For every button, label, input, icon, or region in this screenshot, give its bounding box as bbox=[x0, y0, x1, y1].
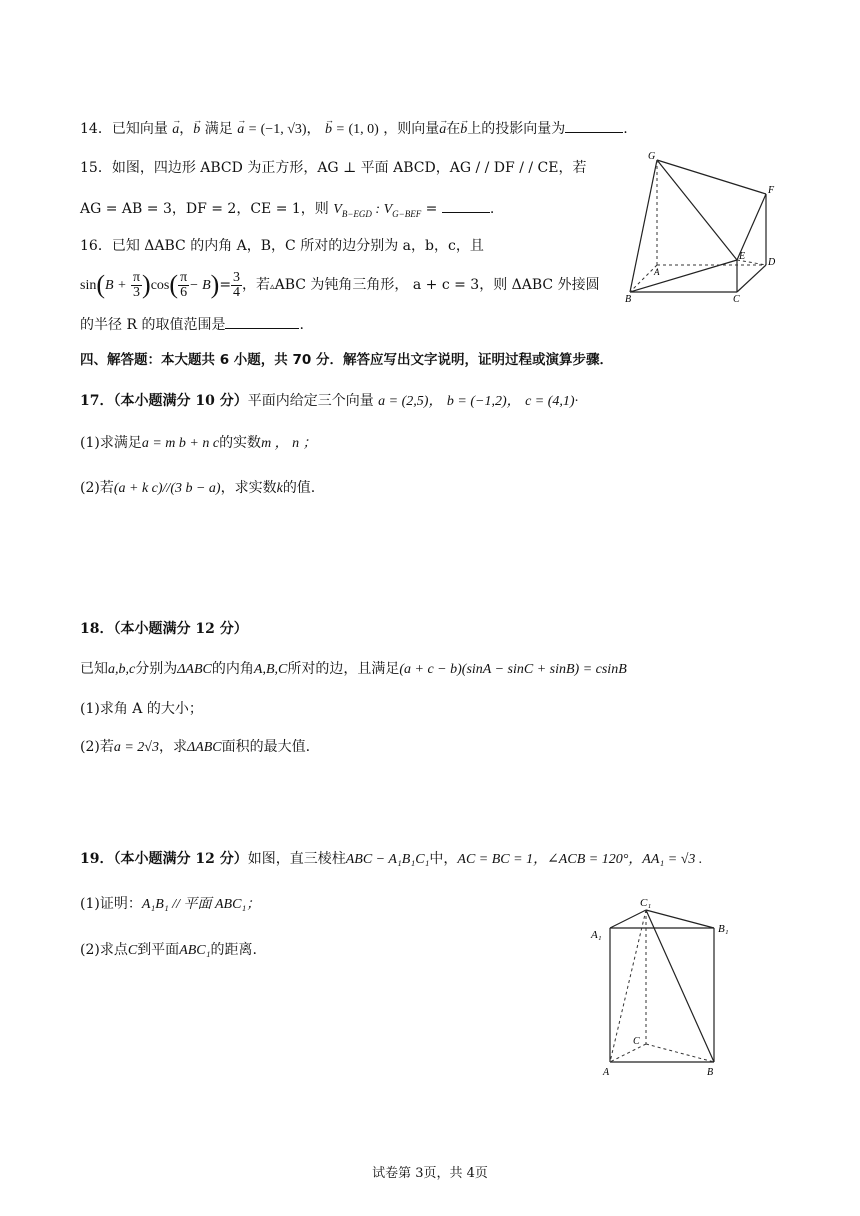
figure-15-pyramid bbox=[620, 148, 780, 308]
vector-a-def: a = (2,5)， bbox=[378, 394, 443, 409]
question-15-line-1 bbox=[80, 158, 586, 178]
question-18-part-2 bbox=[80, 737, 310, 758]
q19-intro3: 中， bbox=[429, 851, 458, 867]
q17-p2c: k bbox=[276, 481, 283, 496]
label-b1: B₁ bbox=[718, 923, 729, 935]
small-triangle: ▵ bbox=[270, 282, 275, 292]
q16-text-3: 的半径 R 的取值范围是 bbox=[80, 317, 226, 333]
q19-p1a: (1)证明： bbox=[80, 896, 142, 912]
question-18-part-1: (1)求角 A 的大小； bbox=[80, 701, 203, 717]
q18-g: 所对的边，且满足 bbox=[287, 661, 400, 677]
q16-text-g: a + c = 3，则 ΔABC 外接圆 bbox=[412, 277, 600, 293]
q19-p1b: A₁B₁ // 平面 ABC₁； bbox=[141, 897, 261, 912]
frac-num: π bbox=[180, 269, 188, 285]
question-18-header: 18．（本小题满分 12 分） bbox=[80, 621, 248, 637]
question-16-line-3: 的半径 R 的取值范围是 . bbox=[80, 314, 304, 335]
label-e: E bbox=[739, 251, 746, 262]
fraction-pi-6 bbox=[178, 271, 189, 300]
q17-p1c: m ， n ； bbox=[261, 436, 317, 451]
label-f: F bbox=[768, 185, 775, 196]
answer-blank[interactable] bbox=[442, 198, 490, 213]
edge-ge bbox=[657, 160, 737, 260]
figure-19-prism bbox=[586, 892, 736, 1082]
q18-p2a: (2)若 bbox=[80, 739, 114, 755]
fraction-pi-3 bbox=[131, 271, 142, 300]
q19-intro1: 如图，直三棱柱 bbox=[247, 851, 346, 867]
q15-eq: = bbox=[421, 201, 438, 217]
edge-cb-hidden bbox=[646, 1044, 714, 1062]
q14-text-2: 满足 bbox=[204, 121, 233, 137]
page-footer: 试卷第 3页，共 4页 bbox=[372, 1166, 488, 1181]
question-19-part-2 bbox=[80, 940, 257, 961]
q17-p1: (1)求满足 bbox=[80, 435, 142, 451]
frac-den: 3 bbox=[133, 284, 140, 300]
edge-gb bbox=[630, 160, 657, 292]
frac-den: 4 bbox=[233, 284, 241, 300]
q19-p2b: C bbox=[127, 943, 138, 958]
q16-text-f: ABC 为钝角三角形， bbox=[274, 277, 409, 293]
label-a: A bbox=[603, 1067, 610, 1078]
q16-minus-b: − B bbox=[189, 278, 211, 293]
paren: ) bbox=[142, 270, 151, 299]
vector-b-eq: → b = bbox=[325, 122, 348, 137]
vector-a-eq: → a = bbox=[237, 122, 260, 137]
q14-text-4: 在 bbox=[446, 121, 461, 137]
question-number: 14． bbox=[80, 121, 112, 137]
q15-text-2: AG = AB = 3，DF = 2，CE = 1，则 bbox=[80, 201, 329, 217]
q16-text-e: ，若 bbox=[242, 277, 271, 293]
cos-fn: cos bbox=[150, 278, 170, 293]
q19-p2c: 到平面 bbox=[137, 942, 180, 958]
label-b: B bbox=[625, 294, 632, 305]
question-17-part-2 bbox=[80, 478, 315, 499]
q18-p2b: a = 2√3 bbox=[113, 740, 159, 755]
label-c1: C₁ bbox=[640, 897, 652, 909]
q18-e: 的内角 bbox=[211, 661, 254, 677]
paren: ) bbox=[210, 270, 220, 299]
label-c: C bbox=[633, 1036, 640, 1047]
edge-gf bbox=[657, 160, 766, 194]
frac-den: 6 bbox=[180, 284, 188, 300]
paren: ( bbox=[169, 270, 179, 299]
question-16-line-2 bbox=[80, 270, 600, 302]
q18-a: 已知 bbox=[80, 661, 108, 677]
vector-b-value: (1, 0) bbox=[348, 122, 379, 137]
q17-intro: 平面内给定三个向量 bbox=[247, 393, 374, 409]
question-number: 15． bbox=[80, 160, 112, 176]
eq-sign: = bbox=[219, 277, 232, 293]
q18-h: (a + c − b)(sinA − sinC + sinB) = csinB bbox=[399, 662, 627, 677]
q16-text-1: 已知 ΔABC 的内角 A，B，C 所对的边分别为 a，b，c，且 bbox=[111, 238, 484, 254]
q17-p1b: 的实数 bbox=[219, 435, 262, 451]
q18-p2d: ΔABC bbox=[186, 740, 222, 755]
q15-v: V bbox=[333, 202, 342, 217]
frac-num: π bbox=[132, 269, 141, 285]
question-header: 17．（本小题满分 10 分） bbox=[80, 393, 248, 409]
label-d: D bbox=[768, 257, 776, 268]
edge-cd bbox=[737, 265, 766, 292]
q17-p2-expr: (a + k c)//(3 b − a) bbox=[113, 481, 221, 496]
q19-p2a: (2)求点 bbox=[80, 942, 128, 958]
q17-p1-expr: a = m b + n c bbox=[141, 436, 220, 451]
q18-p2c: ，求 bbox=[158, 739, 187, 755]
q17-p2: (2)若 bbox=[80, 480, 114, 496]
q18-p2e: 面积的最大值. bbox=[221, 739, 311, 755]
q19-intro2: ABC − A₁B₁C₁ bbox=[345, 852, 430, 867]
q14-text-5: 上的投影向量为 bbox=[467, 121, 566, 137]
question-16-line-1 bbox=[80, 236, 484, 256]
label-g: G bbox=[648, 151, 656, 162]
question-number: 16． bbox=[80, 238, 112, 254]
label-a1: A₁ bbox=[591, 929, 602, 941]
q15-sub-2: G−BEF bbox=[392, 208, 422, 219]
q18-f: A,B,C bbox=[253, 662, 288, 677]
sin-fn: sin bbox=[80, 278, 97, 293]
q18-b: a,b,c bbox=[108, 662, 136, 677]
label-a: A bbox=[654, 267, 660, 277]
question-15-line-2: AG = AB = 3，DF = 2，CE = 1，则 $V_{B-EGD}$ : $V_{G-BEF}$ = . bbox=[80, 198, 494, 224]
vector-a: → a bbox=[172, 120, 179, 140]
vector-a-ref: → a bbox=[439, 120, 446, 140]
q19-p2e: 的距离. bbox=[210, 942, 257, 958]
q17-p2d: 的值. bbox=[282, 480, 316, 496]
q16-b-plus: B + bbox=[105, 278, 127, 293]
vector-a-value: (−1, √3) bbox=[260, 122, 307, 137]
question-17-head bbox=[80, 391, 578, 412]
vector-b-def: b = (−1,2)， bbox=[446, 394, 521, 409]
q15-sub-1: B−EGD bbox=[341, 208, 372, 219]
section-heading: 四、解答题：本大题共 6 小题，共 70 分．解答应写出文字说明，证明过程或演算步骤． bbox=[80, 352, 613, 368]
answer-blank[interactable] bbox=[565, 118, 623, 133]
q15-v2: : V bbox=[371, 202, 393, 217]
question-17-part-1 bbox=[80, 433, 317, 454]
vector-c-def: c = (4,1)· bbox=[525, 394, 579, 409]
fraction-3-4 bbox=[231, 271, 242, 300]
question-18-line-1 bbox=[80, 659, 627, 680]
edge-a1c1 bbox=[610, 910, 646, 928]
q15-text-1: 如图，四边形 ABCD 为正方形，AG ⊥ 平面 ABCD，AG / / DF / / CE，若 bbox=[111, 160, 587, 176]
answer-blank[interactable] bbox=[225, 314, 299, 329]
edge-ca-hidden bbox=[610, 1044, 646, 1062]
edge-c1b bbox=[646, 910, 714, 1062]
q18-c: 分别为 bbox=[135, 661, 178, 677]
question-14: 14．已知向量 → a，→ b 满足 → a = (−1, √3)， → b = (1, 0) ，则向量→ a在→ b上的投影向量为 . bbox=[80, 118, 628, 140]
q14-text-1: 已知向量 bbox=[111, 121, 168, 137]
paren: ( bbox=[96, 270, 106, 299]
question-19-head bbox=[80, 849, 702, 870]
q19-p2d: ABC₁ bbox=[179, 943, 211, 958]
q17-p2b: ，求实数 bbox=[220, 480, 277, 496]
q18-d: ΔABC bbox=[177, 662, 212, 677]
edge-bf bbox=[630, 194, 766, 292]
edge-c1b1 bbox=[646, 910, 714, 928]
frac-num: 3 bbox=[233, 269, 241, 285]
label-b: B bbox=[707, 1067, 714, 1078]
label-c: C bbox=[733, 294, 740, 305]
q19-intro4: AC = BC = 1，∠ACB = 120°，AA₁ = √3 . bbox=[457, 852, 703, 867]
vector-b: → b bbox=[193, 120, 200, 140]
q14-text-3: ，则向量 bbox=[383, 121, 440, 137]
question-header: 19．（本小题满分 12 分） bbox=[80, 851, 248, 867]
vector-b-ref: → b bbox=[460, 120, 467, 140]
edge-c1a-hidden bbox=[610, 910, 646, 1062]
question-19-part-1 bbox=[80, 894, 260, 915]
